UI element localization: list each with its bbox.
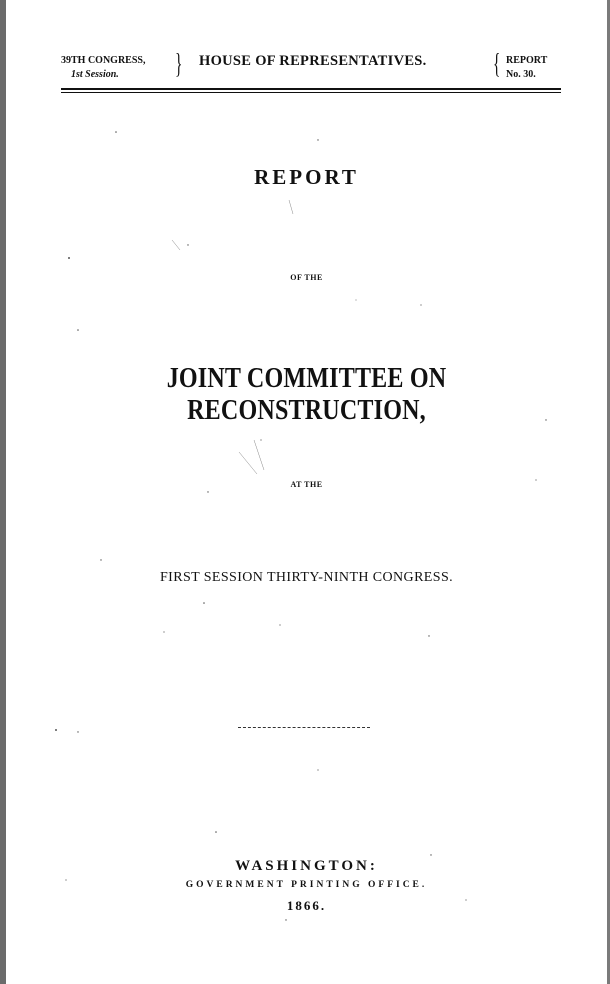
section-divider (238, 727, 370, 729)
right-brace: { (493, 49, 501, 80)
at-the-connector: AT THE (290, 480, 323, 489)
of-the-connector: OF THE (290, 273, 323, 282)
congress-line: 39TH CONGRESS, (61, 55, 146, 66)
report-label: REPORT (506, 55, 548, 66)
left-brace: } (175, 49, 183, 80)
header-rule-thin (61, 92, 561, 93)
chamber-heading: HOUSE OF REPRESENTATIVES. (199, 53, 427, 69)
imprint-printer: GOVERNMENT PRINTING OFFICE. (185, 880, 428, 890)
header-rule-thick (61, 88, 561, 90)
paper-specks (6, 0, 607, 984)
report-title: REPORT (254, 165, 359, 189)
session-line-main: FIRST SESSION THIRTY-NINTH CONGRESS. (159, 570, 454, 585)
title-page (6, 0, 607, 984)
imprint-year: 1866. (286, 898, 327, 913)
report-number-block (506, 54, 547, 82)
imprint-place: WASHINGTON: (235, 858, 378, 874)
congress-session-block (61, 54, 145, 82)
report-number: No. 30. (506, 69, 536, 80)
committee-name: JOINT COMMITTEE ON RECONSTRUCTION, (166, 363, 447, 426)
session-line: 1st Session. (71, 69, 119, 80)
